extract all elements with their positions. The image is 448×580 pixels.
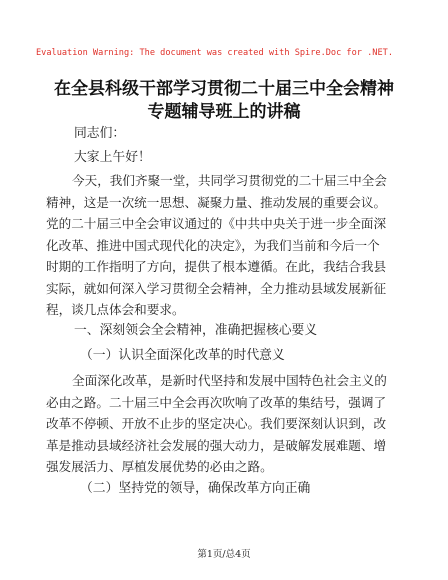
paragraph-line: 实际，就如何深入学习贯彻全会精神，全力推动县域发展新征 xyxy=(46,280,387,296)
paragraph-line: 强发展活力、厚植发展优势的必由之路。 xyxy=(46,459,273,474)
subsection-heading-1: （一）认识全面深化改革的时代意义 xyxy=(80,348,285,363)
paragraph-line: 改革不停顿、开放不止步的坚定决心。我们要深刻认识到，改 xyxy=(46,416,387,431)
paragraph-line: 化改革、推进中国式现代化的决定》，为我们当前和今后一个 xyxy=(46,237,380,253)
paragraph-line: 程，谈几点体会和要求。 xyxy=(46,302,185,317)
paragraph-line: 革是推动县域经济社会发展的强大动力，是破解发展难题、增 xyxy=(46,437,387,453)
subsection-heading-2: （二）坚持党的领导，确保改革方向正确 xyxy=(80,481,311,496)
paragraph-intro xyxy=(46,170,406,321)
section-heading-1: 一、深刻领会全会精神，准确把握核心要义 xyxy=(74,323,318,338)
paragraph-line: 党的二十届三中全会审议通过的《中共中央关于进一步全面深 xyxy=(46,216,387,231)
evaluation-warning: Evaluation Warning: The document was created with Spire.Doc for .NET. xyxy=(36,48,393,58)
paragraph-line: 精神，这是一次统一思想、凝聚力量、推动发展的重要会议。 xyxy=(46,194,387,210)
page-number-footer: 第1页/总4页 xyxy=(197,549,251,560)
paragraph-line: 全面深化改革，是新时代坚持和发展中国特色社会主义的 xyxy=(72,373,387,388)
paragraph-reform xyxy=(46,370,406,478)
paragraph-line: 时期的工作指明了方向，提供了根本遵循。在此，我结合我县 xyxy=(46,259,387,274)
document-title-line-2: 专题辅导班上的讲稿 xyxy=(147,102,301,122)
document-title-line-1: 在全县科级干部学习贯彻二十届三中全会精神 xyxy=(54,79,394,99)
greeting-text: 大家上午好！ xyxy=(74,150,151,165)
salutation: 同志们： xyxy=(74,126,126,141)
paragraph-line: 今天，我们齐聚一堂，共同学习贯彻党的二十届三中全会 xyxy=(72,173,387,188)
paragraph-line: 必由之路。二十届三中全会再次吹响了改革的集结号，强调了 xyxy=(46,394,387,410)
